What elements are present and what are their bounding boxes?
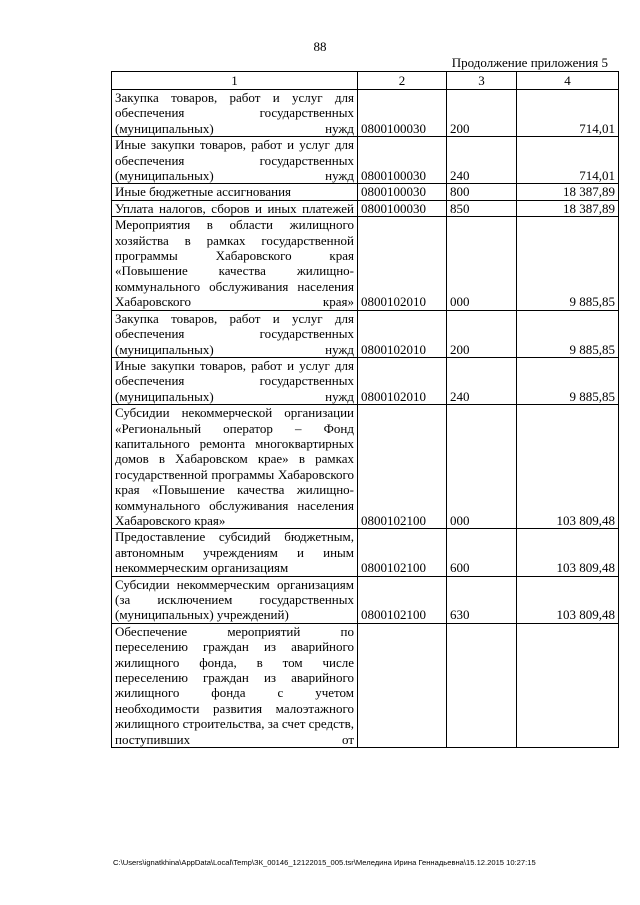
header-col-4: 4 <box>517 72 619 90</box>
row-code: 0800102010 <box>358 310 447 357</box>
row-type: 240 <box>447 357 517 404</box>
row-type: 240 <box>447 137 517 184</box>
row-type: 000 <box>447 217 517 310</box>
row-description: Мероприятия в области жилищного хозяйства в рамках государственной программы Хабаровского края «Повышение качества жилищно-коммунального обслуживания населения Хабаровского края» <box>112 217 358 310</box>
row-amount: 103 809,48 <box>517 529 619 576</box>
file-path-footer: C:\Users\ignatkhina\AppData\Local\Temp\ЗК_00146_12122015_005.tsr\Меледина Ирина Геннадьевна\15.12.2015 10:27:15 <box>113 858 536 867</box>
row-description: Субсидии некоммерческой организации «Региональный оператор – Фонд капитального ремонта многоквартирных домов в Хабаровском крае» в рамках государственной программы Хабаровского края «Повышение качества жилищно-коммунального обслуживания населения Хабаровского края» <box>112 405 358 529</box>
table-row <box>112 357 619 404</box>
row-code: 0800102010 <box>358 357 447 404</box>
row-amount: 18 387,89 <box>517 184 619 200</box>
row-description: Обеспечение мероприятий по переселению граждан из аварийного жилищного фонда, в том числе переселению граждан из аварийного жилищного фонда с учетом необходимости развития малоэтажного жилищного строительства, за счет средств, поступивших от <box>112 623 358 747</box>
header-col-3: 3 <box>447 72 517 90</box>
row-description: Субсидии некоммерческим организациям (за исключением государственных (муниципальных) учреждений) <box>112 576 358 623</box>
row-amount: 103 809,48 <box>517 405 619 529</box>
row-description: Иные закупки товаров, работ и услуг для обеспечения государственных (муниципальных) нужд <box>112 137 358 184</box>
row-type: 200 <box>447 310 517 357</box>
row-code: 0800102100 <box>358 576 447 623</box>
row-description: Иные закупки товаров, работ и услуг для обеспечения государственных (муниципальных) нужд <box>112 357 358 404</box>
row-code <box>358 623 447 747</box>
row-description: Иные бюджетные ассигнования <box>112 184 358 200</box>
continuation-label: Продолжение приложения 5 <box>451 55 608 70</box>
row-type: 000 <box>447 405 517 529</box>
row-amount: 103 809,48 <box>517 576 619 623</box>
table-header-row <box>112 72 619 90</box>
row-code: 0800100030 <box>358 184 447 200</box>
row-amount: 18 387,89 <box>517 200 619 216</box>
row-type <box>447 623 517 747</box>
table-row <box>112 623 619 747</box>
row-amount: 9 885,85 <box>517 217 619 310</box>
header-col-1: 1 <box>112 72 358 90</box>
row-type: 200 <box>447 90 517 137</box>
row-code: 0800100030 <box>358 200 447 216</box>
row-type: 850 <box>447 200 517 216</box>
row-amount: 9 885,85 <box>517 357 619 404</box>
table-row <box>112 576 619 623</box>
table-row <box>112 200 619 216</box>
row-amount <box>517 623 619 747</box>
row-description: Предоставление субсидий бюджетным, автономным учреждениям и иным некоммерческим организациям <box>112 529 358 576</box>
table-row <box>112 529 619 576</box>
row-description: Уплата налогов, сборов и иных платежей <box>112 200 358 216</box>
row-amount: 9 885,85 <box>517 310 619 357</box>
row-code: 0800100030 <box>358 137 447 184</box>
table-row <box>112 217 619 310</box>
table-row <box>112 405 619 529</box>
page-number: 88 <box>313 39 327 54</box>
row-description: Закупка товаров, работ и услуг для обеспечения государственных (муниципальных) нужд <box>112 90 358 137</box>
table-row <box>112 184 619 200</box>
row-amount: 714,01 <box>517 137 619 184</box>
header-col-2: 2 <box>358 72 447 90</box>
row-code: 0800102100 <box>358 405 447 529</box>
row-code: 0800102010 <box>358 217 447 310</box>
budget-table <box>111 71 619 748</box>
row-description: Закупка товаров, работ и услуг для обеспечения государственных (муниципальных) нужд <box>112 310 358 357</box>
row-type: 630 <box>447 576 517 623</box>
row-type: 600 <box>447 529 517 576</box>
table-row <box>112 310 619 357</box>
row-type: 800 <box>447 184 517 200</box>
table-row <box>112 90 619 137</box>
row-amount: 714,01 <box>517 90 619 137</box>
row-code: 0800102100 <box>358 529 447 576</box>
row-code: 0800100030 <box>358 90 447 137</box>
table-row <box>112 137 619 184</box>
